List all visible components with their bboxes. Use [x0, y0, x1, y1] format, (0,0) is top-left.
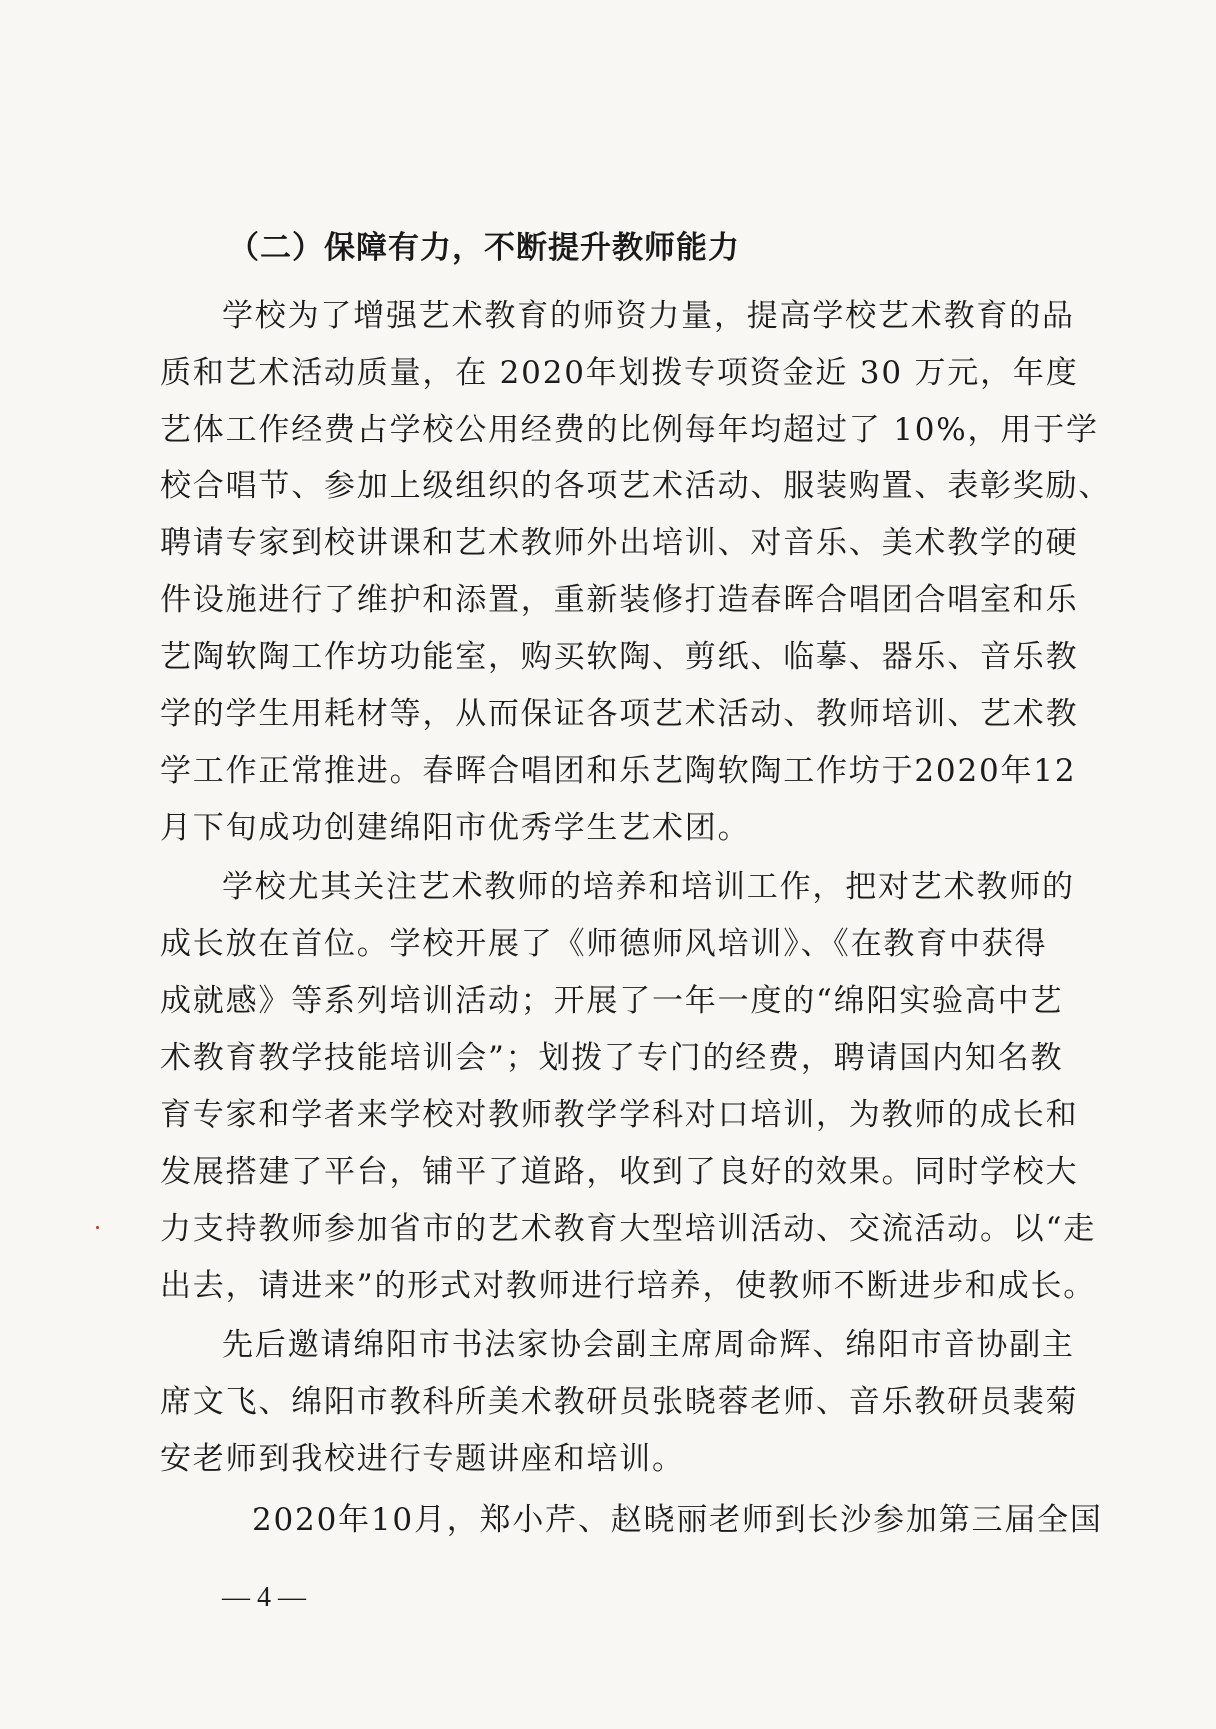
paragraph-line: 学校为了增强艺术教育的师资力量，提高学校艺术教育的品: [222, 298, 1075, 334]
paragraph-line: 成就感》等系列培训活动；开展了一年一度的“绵阳实验高中艺: [160, 983, 1064, 1019]
paragraph-line: 质和艺术活动质量，在 2020年划拨专项资金近 30 万元，年度: [160, 355, 1079, 391]
page-number: — 4 —: [222, 1582, 306, 1613]
paragraph-line: 先后邀请绵阳市书法家协会副主席周命辉、绵阳市音协副主: [222, 1327, 1075, 1363]
paragraph-line: 艺体工作经费占学校公用经费的比例每年均超过了 10%，用于学: [160, 412, 1099, 448]
paragraph-line: 学工作正常推进。春晖合唱团和乐艺陶软陶工作坊于2020年12: [160, 753, 1077, 789]
paragraph-line: 校合唱节、参加上级组织的各项艺术活动、服装购置、表彰奖励、: [160, 468, 1112, 504]
paragraph-line: 成长放在首位。学校开展了《师德师风培训》、《在教育中获得: [160, 926, 1048, 962]
paragraph-line: 发展搭建了平台，铺平了道路，收到了良好的效果。同时学校大: [160, 1154, 1079, 1190]
paragraph-line: 艺陶软陶工作坊功能室，购买软陶、剪纸、临摹、器乐、音乐教: [160, 639, 1079, 675]
section-heading: （二）保障有力，不断提升教师能力: [228, 230, 740, 266]
paragraph-line: 出去，请进来”的形式对教师进行培养，使教师不断进步和成长。: [160, 1268, 1097, 1304]
paragraph-line: 件设施进行了维护和添置，重新装修打造春晖合唱团合唱室和乐: [160, 582, 1079, 618]
paragraph-line: 聘请专家到校讲课和艺术教师外出培训、对音乐、美术教学的硬: [160, 525, 1079, 561]
paragraph-line: 安老师到我校进行专题讲座和培训。: [160, 1441, 685, 1477]
paragraph-line: 育专家和学者来学校对教师教学学科对口培训，为教师的成长和: [160, 1097, 1079, 1133]
paragraph-line: 力支持教师参加省市的艺术教育大型培训活动、交流活动。以“走: [160, 1211, 1097, 1247]
paragraph-line: 学校尤其关注艺术教师的培养和培训工作，把对艺术教师的: [222, 869, 1075, 905]
scan-speck: [96, 1226, 99, 1229]
paragraph-line: 术教育教学技能培训会”；划拨了专门的经费，聘请国内知名教: [160, 1040, 1064, 1076]
paragraph-line: 学的学生用耗材等，从而保证各项艺术活动、教师培训、艺术教: [160, 696, 1079, 732]
paragraph-line: 月下旬成功创建绵阳市优秀学生艺术团。: [160, 810, 751, 846]
paragraph-line: 2020年10月，郑小芹、赵晓丽老师到长沙参加第三届全国: [252, 1502, 1103, 1538]
paragraph-line: 席文飞、绵阳市教科所美术教研员张晓蓉老师、音乐教研员裴菊: [160, 1384, 1079, 1420]
